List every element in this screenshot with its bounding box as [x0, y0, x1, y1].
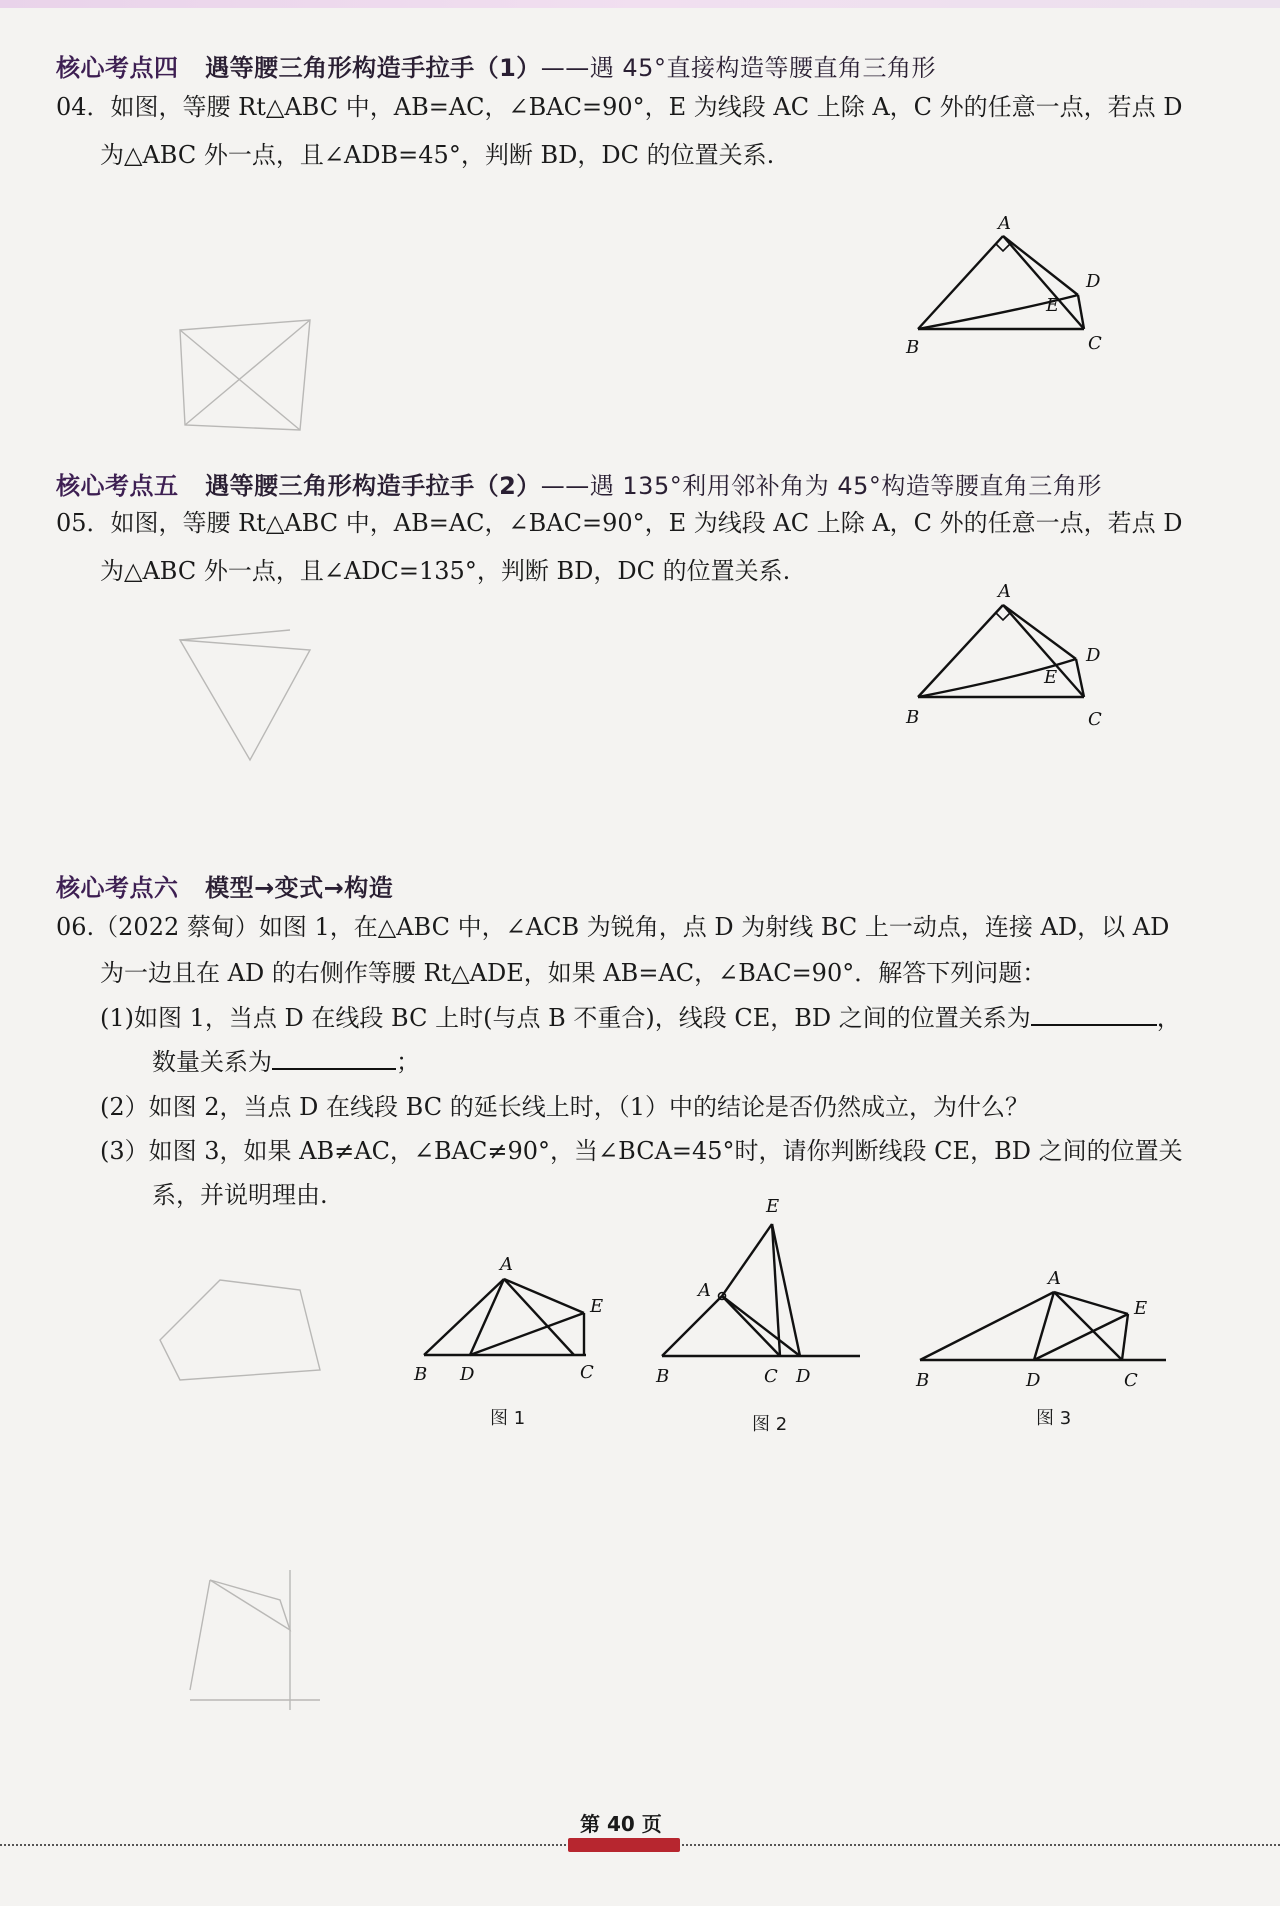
section-title-6 — [56, 868, 393, 903]
q5-line2: 为△ABC 外一点，且∠ADC=135°，判断 BD，DC 的位置关系. — [100, 557, 791, 585]
q6-part1b — [152, 1046, 420, 1077]
bleed-through-sketch-2 — [170, 620, 320, 770]
q6-part3a: (3）如图 3，如果 AB≠AC，∠BAC≠90°，当∠BCA=45°时，请你判断线段 CE，BD 之间的位置关 — [100, 1137, 1183, 1165]
q6-part1a-text: (1)如图 1，当点 D 在线段 BC 上时(与点 B 不重合)，线段 CE，BD 之间的位置关系为 — [100, 1004, 1031, 1032]
q6-figure-2 — [650, 1196, 870, 1396]
q5-figure — [900, 583, 1120, 733]
q6-part1b-text: 数量关系为 — [152, 1048, 272, 1076]
figure-caption-2: 图 2 — [752, 1414, 788, 1435]
figure-caption-3: 图 3 — [1036, 1408, 1072, 1429]
q5-label-E: E — [1044, 667, 1058, 688]
q4-line2: 为△ABC 外一点，且∠ADB=45°，判断 BD，DC 的位置关系. — [100, 141, 775, 169]
q6-part1a — [100, 1002, 1181, 1033]
q6-part2: (2）如图 2，当点 D 在线段 BC 的延长线上时，（1）中的结论是否仍然成立，为什么？ — [100, 1093, 1030, 1121]
q4-label-E: E — [1046, 295, 1060, 316]
fig3-label-B: B — [916, 1370, 930, 1391]
q5-line1: 05．如图，等腰 Rt△ABC 中，AB=AC，∠BAC=90°，E 为线段 AC 上除 A，C 外的任意一点，若点 D — [56, 509, 1183, 537]
q6-line2: 为一边且在 AD 的右侧作等腰 Rt△ADE，如果 AB=AC，∠BAC=90°．解答下列问题： — [100, 959, 1047, 987]
answer-blank-quantity[interactable] — [272, 1046, 396, 1070]
section-title-4 — [56, 48, 936, 83]
q5-label-C: C — [1088, 709, 1102, 730]
figure-caption-1: 图 1 — [490, 1408, 526, 1429]
section-label-4: 核心考点四 — [56, 54, 179, 82]
q6-line1: 06.（2022 蔡甸）如图 1，在△ABC 中，∠ACB 为锐角，点 D 为射线 BC 上一动点，连接 AD，以 AD — [56, 913, 1170, 941]
fig3-label-A: A — [1048, 1268, 1061, 1289]
q5-label-B: B — [906, 707, 920, 728]
q6-part1a-end: ， — [1156, 1004, 1181, 1032]
bleed-through-sketch-1 — [170, 310, 320, 440]
fig1-label-A: A — [500, 1254, 513, 1275]
section-label-5: 核心考点五 — [56, 472, 179, 500]
section-title-5 — [56, 466, 1102, 501]
footer-bar — [0, 1836, 1280, 1854]
fig3-label-C: C — [1124, 1370, 1138, 1391]
fig2-label-A: A — [698, 1280, 711, 1301]
bleed-through-sketch-4 — [170, 1560, 330, 1720]
q5-label-D: D — [1086, 645, 1101, 666]
fig2-label-B: B — [656, 1366, 670, 1387]
page-number: 第 40 页 — [580, 1812, 662, 1836]
q6-part1b-end: ； — [396, 1048, 420, 1076]
section-heading-5: 遇等腰三角形构造手拉手（2） — [205, 472, 541, 500]
top-color-band — [0, 0, 1280, 8]
q6-part3b: 系，并说明理由. — [152, 1181, 328, 1209]
section-heading-6: 模型→变式→构造 — [205, 874, 394, 902]
section-label-6: 核心考点六 — [56, 874, 179, 902]
answer-blank-position[interactable] — [1031, 1002, 1157, 1026]
fig2-label-E: E — [766, 1196, 780, 1217]
q4-label-A: A — [998, 213, 1011, 234]
q4-label-D: D — [1086, 271, 1101, 292]
q6-figure-3 — [910, 1256, 1170, 1396]
fig3-label-D: D — [1026, 1370, 1041, 1391]
footer-red-mark — [568, 1838, 680, 1852]
q4-line1: 04．如图，等腰 Rt△ABC 中，AB=AC，∠BAC=90°，E 为线段 AC 上除 A，C 外的任意一点，若点 D — [56, 93, 1183, 121]
fig1-label-C: C — [580, 1362, 594, 1383]
q4-label-C: C — [1088, 333, 1102, 354]
q4-figure — [900, 205, 1120, 358]
bleed-through-sketch-3 — [140, 1260, 340, 1400]
fig3-label-E: E — [1134, 1298, 1148, 1319]
q5-label-A: A — [998, 581, 1011, 602]
section-sub-5: ——遇 135°利用邻补角为 45°构造等腰直角三角形 — [540, 472, 1102, 500]
section-heading-4: 遇等腰三角形构造手拉手（1） — [205, 54, 541, 82]
q6-figure-1 — [410, 1250, 610, 1390]
section-sub-4: ——遇 45°直接构造等腰直角三角形 — [540, 54, 936, 82]
fig2-label-D: D — [796, 1366, 811, 1387]
fig1-label-B: B — [414, 1364, 428, 1385]
fig1-label-E: E — [590, 1296, 604, 1317]
fig2-label-C: C — [764, 1366, 778, 1387]
fig1-label-D: D — [460, 1364, 475, 1385]
q4-label-B: B — [906, 337, 920, 358]
